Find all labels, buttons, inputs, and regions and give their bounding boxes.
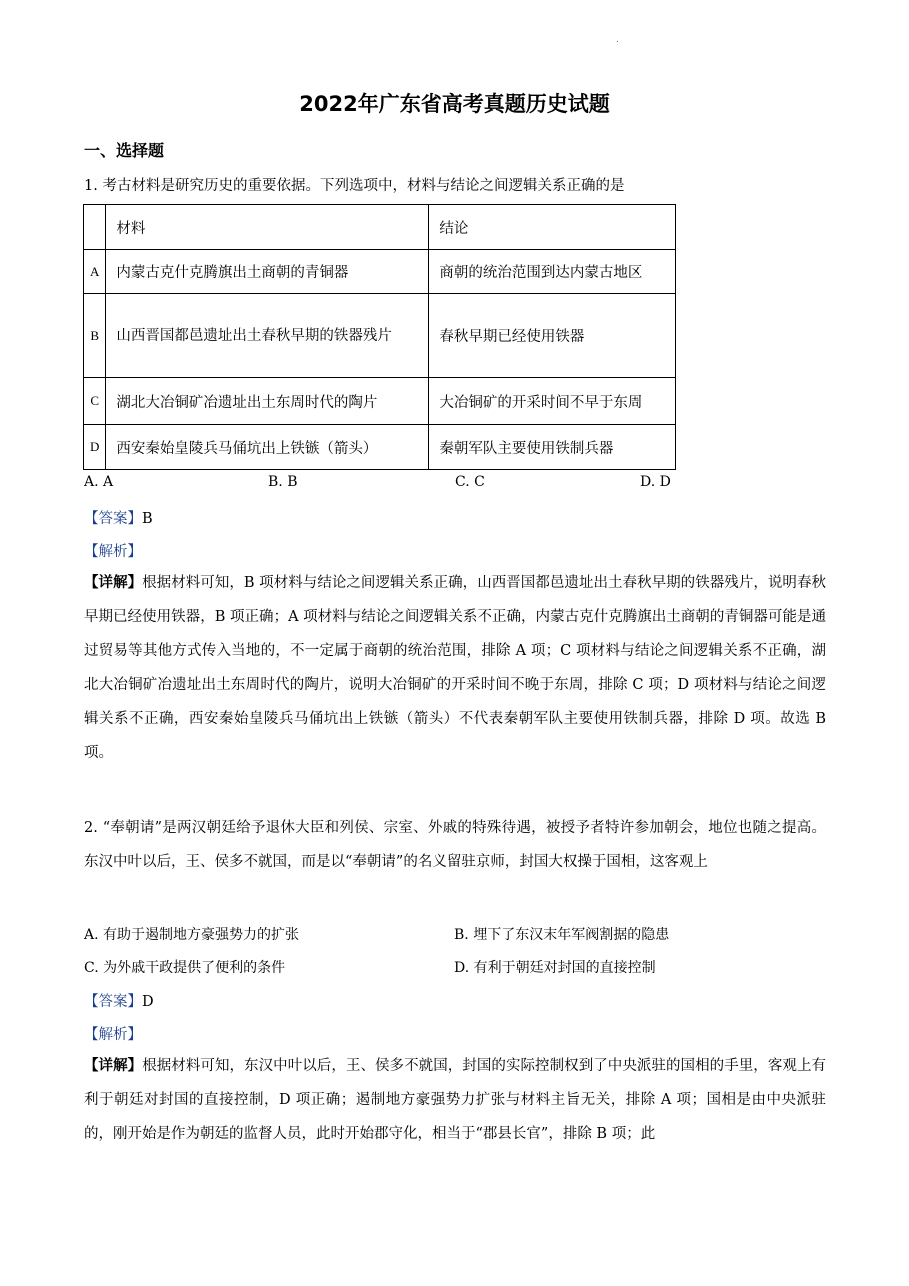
table-header-material: 材料	[106, 205, 429, 250]
question-2-detail	[84, 1049, 826, 1151]
question-2-analysis-label: 【解析】	[84, 1027, 142, 1043]
table-row-material: 湖北大冶铜矿冶遗址出土东周时代的陶片	[106, 378, 429, 425]
question-1-choice-d: D. D	[640, 474, 671, 490]
answer-value: D	[142, 994, 154, 1010]
detail-text: 根据材料可知，B 项材料与结论之间逻辑关系正确，山西晋国都邑遗址出土春秋早期的铁器残片，说明春秋早期已经使用铁器，B 项正确；A 项材料与结论之间逻辑关系不正确，内蒙古克什克腾旗出土商朝的青铜器可能是通过贸易等其他方式传入当地的，不一定属于商朝的统治范围，排除 A 项；C 项材料与结论之间逻辑关系不正确，湖北大冶铜矿冶遗址出土东周时代的陶片，说明大冶铜矿的开采时间不晚于东周，排除 C 项；D 项材料与结论之间逻辑关系不正确，西安秦始皇陵兵马俑坑出上铁镞（箭头）不代表秦朝军队主要使用铁制兵器，排除 D 项。故选 B 项。	[84, 575, 826, 761]
table-row-material: 西安秦始皇陵兵马俑坑出上铁镞（箭头）	[106, 425, 429, 470]
header-mark: .	[616, 34, 619, 45]
question-2-choice-b: B. 埋下了东汉末年军阀割据的隐患	[454, 927, 670, 943]
question-1-choice-a: A. A	[84, 474, 114, 490]
table-row-conclusion: 商朝的统治范围到达内蒙古地区	[429, 250, 676, 294]
table-row-option: A	[84, 250, 106, 294]
table-row-option: D	[84, 425, 106, 470]
table-row-material: 山西晋国都邑遗址出土春秋早期的铁器残片	[106, 294, 429, 378]
table-header-row	[84, 205, 676, 250]
answer-value: B	[142, 511, 153, 527]
table-row	[84, 294, 676, 378]
table-cell	[84, 205, 106, 250]
question-1-choice-b: B. B	[268, 474, 298, 490]
question-2-choice-c: C. 为外戚干政提供了便利的条件	[84, 960, 286, 976]
table-row	[84, 250, 676, 294]
table-header-conclusion: 结论	[429, 205, 676, 250]
question-1-stem: 1. 考古材料是研究历史的重要依据。下列选项中，材料与结论之间逻辑关系正确的是	[84, 178, 625, 194]
table-row	[84, 425, 676, 470]
table-row-conclusion: 秦朝军队主要使用铁制兵器	[429, 425, 676, 470]
question-1-table	[83, 204, 676, 470]
question-2-choice-a: A. 有助于遏制地方豪强势力的扩张	[84, 927, 300, 943]
section-title: 一、选择题	[84, 141, 165, 160]
question-2-stem: 2. “奉朝请”是两汉朝廷给予退休大臣和列侯、宗室、外戚的特殊待遇，被授予者特许参加朝会，地位也随之提高。东汉中叶以后，王、侯多不就国，而是以“奉朝请”的名义留驻京师，封国大权操于国相，这客观上	[84, 820, 826, 870]
table-row-conclusion: 大冶铜矿的开采时间不早于东周	[429, 378, 676, 425]
question-1-analysis-label: 【解析】	[84, 544, 142, 560]
question-2-choice-d: D. 有利于朝廷对封国的直接控制	[454, 960, 656, 976]
page-title: 2022年广东省高考真题历史试题	[299, 92, 610, 116]
question-1-answer	[84, 507, 153, 528]
table-row-material: 内蒙古克什克腾旗出土商朝的青铜器	[106, 250, 429, 294]
answer-label: 【答案】	[84, 511, 142, 527]
table-row-option: C	[84, 378, 106, 425]
detail-label: 【详解】	[84, 1058, 143, 1074]
table-row-option: B	[84, 294, 106, 378]
table-row	[84, 378, 676, 425]
question-1-choice-c: C. C	[455, 474, 485, 490]
question-2-answer	[84, 990, 154, 1011]
detail-text: 根据材料可知，东汉中叶以后，王、侯多不就国，封国的实际控制权到了中央派驻的国相的手里，客观上有利于朝廷对封国的直接控制，D 项正确；遏制地方豪强势力扩张与材料主旨无关，排除 A 项；国相是由中央派驻的，刚开始是作为朝廷的监督人员，此时开始郡守化，相当于“郡县长官”，排除 B 项；此	[84, 1058, 826, 1142]
answer-label: 【答案】	[84, 994, 142, 1010]
table-row-conclusion: 春秋早期已经使用铁器	[429, 294, 676, 378]
question-1-detail	[84, 566, 826, 770]
detail-label: 【详解】	[84, 575, 143, 591]
